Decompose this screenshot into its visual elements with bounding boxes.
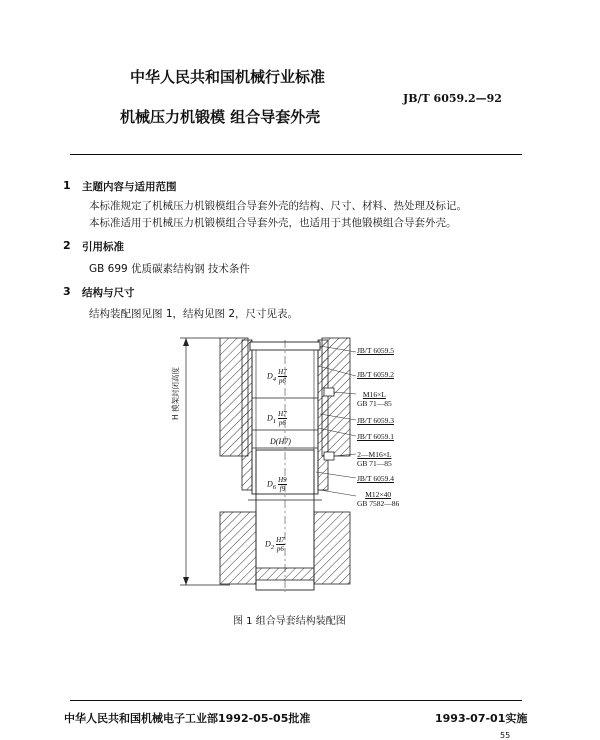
dim-d2: $D_2$ $\frac{H7}{p6}$ bbox=[265, 536, 285, 553]
section-3-para-1: 结构装配图见图 1，结构见图 2，尺寸见表。 bbox=[89, 308, 299, 320]
lower-die-left bbox=[220, 512, 256, 584]
dim-d1: $D_1$ $\frac{H7}{p6}$ bbox=[267, 410, 287, 427]
lower-die-right bbox=[314, 512, 350, 584]
callout-part-2: JB/T 6059.2 bbox=[357, 370, 394, 379]
effective-date: 1993-07-01实施 bbox=[435, 712, 528, 725]
section-1-para-2: 本标准适用于机械压力机锻模组合导套外壳，也适用于其他锻模组合导套外壳。 bbox=[89, 217, 457, 229]
set-screw-lower bbox=[324, 452, 334, 460]
section-2-heading: 引用标准 bbox=[82, 241, 124, 253]
dim-d6: $D_6$ $\frac{H9}{f9}$ bbox=[267, 476, 287, 493]
dim-d4: $D_4$ $\frac{H7}{p6}$ bbox=[267, 368, 287, 385]
dim-d-main: D(H7) bbox=[270, 437, 291, 446]
callout-set-screw-1: M16×L GB 71—85 bbox=[357, 390, 392, 408]
shell-left-wall bbox=[242, 340, 252, 490]
section-1-number: 1 bbox=[63, 179, 71, 192]
section-1-heading: 主题内容与适用范围 bbox=[82, 181, 177, 193]
footer-rule bbox=[70, 700, 522, 701]
section-3-number: 3 bbox=[63, 285, 71, 298]
issuer-line: 中华人民共和国机械电子工业部1992-05-05批准 bbox=[64, 712, 311, 725]
callout-set-screw-2: 2—M16×L GB 71—85 bbox=[357, 450, 392, 468]
header-rule bbox=[70, 154, 522, 155]
standard-number: JB/T 6059.2—92 bbox=[403, 92, 502, 105]
callout-part-4: JB/T 6059.4 bbox=[357, 474, 394, 483]
height-label: H 模架封闭高度 bbox=[171, 366, 180, 420]
org-title: 中华人民共和国机械行业标准 bbox=[130, 68, 326, 86]
section-2-number: 2 bbox=[63, 239, 71, 252]
figure-caption: 图 1 组合导套结构装配图 bbox=[233, 616, 346, 627]
doc-title: 机械压力机锻模 组合导套外壳 bbox=[120, 108, 321, 126]
callout-part-1: JB/T 6059.1 bbox=[357, 432, 394, 441]
set-screw-upper bbox=[324, 388, 334, 396]
section-2-para-1: GB 699 优质碳素结构钢 技术条件 bbox=[89, 263, 250, 275]
section-1-para-1: 本标准规定了机械压力机锻模组合导套外壳的结构、尺寸、材料、热处理及标记。 bbox=[89, 200, 467, 212]
page-number: 55 bbox=[500, 731, 511, 740]
callout-part-3: JB/T 6059.3 bbox=[357, 416, 394, 425]
section-3-heading: 结构与尺寸 bbox=[82, 287, 135, 299]
post-base bbox=[256, 568, 314, 580]
callout-part-5: JB/T 6059.5 bbox=[357, 346, 394, 355]
callout-screw: M12×40 GB 7582—86 bbox=[357, 490, 400, 508]
